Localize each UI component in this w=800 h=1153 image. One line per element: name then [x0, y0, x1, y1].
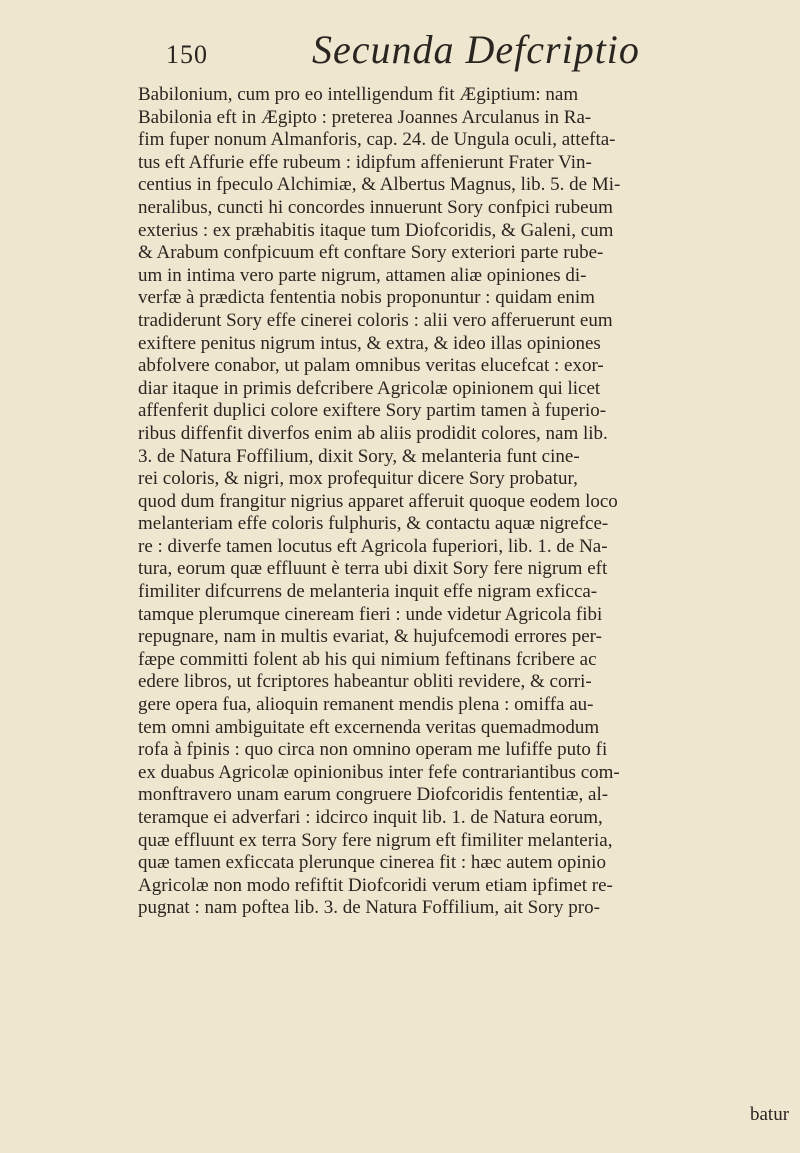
text-line: Agricolæ non modo refiftit Diofcoridi verum etiam ipfimet re- [138, 874, 613, 896]
text-line: rofa à fpinis : quo circa non omnino operam me lufiffe puto fi [138, 739, 608, 761]
text-line: verfæ à prædicta fententia nobis proponuntur : quidam enim [138, 287, 595, 309]
text-line: rei coloris, & nigri, mox profequitur dicere Sory probatur, [138, 468, 578, 490]
text-line: tura, eorum quæ effluunt è terra ubi dixit Sory fere nigrum eft [138, 558, 608, 580]
text-line: exiftere penitus nigrum intus, & extra, & ideo illas opiniones [138, 332, 601, 354]
text-line: tradiderunt Sory effe cinerei coloris : alii vero afferuerunt eum [138, 309, 613, 331]
text-line: melanteriam effe coloris fulphuris, & contactu aquæ nigrefce- [138, 513, 609, 535]
text-line: quæ tamen exficcata plerunque cinerea fit : hæc autem opinio [138, 852, 606, 874]
page-number: 150 [166, 40, 208, 69]
running-title: Secunda Defcriptio [312, 27, 640, 72]
page-header [0, 22, 800, 82]
text-line: exterius : ex præhabitis itaque tum Diofcoridis, & Galeni, cum [138, 219, 614, 241]
text-line: pugnat : nam poftea lib. 3. de Natura Foffilium, ait Sory pro- [138, 897, 600, 919]
text-line: & Arabum confpicuum eft conftare Sory exteriori parte rube- [138, 242, 604, 264]
text-line: Babilonia eft in Ægipto : preterea Joannes Arculanus in Ra- [138, 106, 592, 128]
text-line: um in intima vero parte nigrum, attamen aliæ opiniones di- [138, 264, 587, 286]
text-line: affenferit duplici colore exiftere Sory partim tamen à fuperio- [138, 400, 607, 422]
text-line: repugnare, nam in multis evariat, & hujufcemodi errores per- [138, 626, 602, 648]
text-line: edere libros, ut fcriptores habeantur obliti revidere, & corri- [138, 671, 592, 693]
text-line: tem omni ambiguitate eft excernenda veritas quemadmodum [138, 716, 600, 738]
text-line: tamque plerumque cineream fieri : unde videtur Agricola fibi [138, 603, 603, 625]
text-line: diar itaque in primis defcribere Agricolæ opinionem qui licet [138, 377, 601, 399]
text-line: neralibus, cuncti hi concordes innuerunt Sory confpici rubeum [138, 196, 613, 218]
text-line: centius in fpeculo Alchimiæ, & Albertus Magnus, lib. 5. de Mi- [138, 174, 621, 196]
text-line: ribus diffenfit diverfos enim ab aliis prodidit colores, nam lib. [138, 422, 608, 444]
text-line: quæ effluunt ex terra Sory fere nigrum eft fimiliter melanteria, [138, 829, 613, 851]
text-line: gere opera fua, alioquin remanent mendis plena : omiffa au- [138, 694, 594, 716]
text-line: re : diverfe tamen locutus eft Agricola fuperiori, lib. 1. de Na- [138, 535, 608, 557]
text-line: teramque ei adverfari : idcirco inquit lib. 1. de Natura eorum, [138, 807, 603, 828]
text-line: fim fuper nonum Almanforis, cap. 24. de Ungula oculi, attefta- [138, 129, 616, 151]
text-line: quod dum frangitur nigrius apparet afferuit quoque eodem loco [138, 490, 618, 512]
text-line: Babilonium, cum pro eo intelligendum fit Ægiptium: nam [138, 84, 579, 105]
text-line: abfolvere conabor, ut palam omnibus veritas elucefcat : exor- [138, 355, 604, 377]
text-line: monftravero unam earum congruere Diofcoridis fententiæ, al- [138, 784, 609, 806]
text-line: fæpe committi folent ab his qui nimium feftinans fcribere ac [138, 648, 597, 670]
text-line: ex duabus Agricolæ opinionibus inter fefe contrariantibus com- [138, 761, 620, 783]
text-line: 3. de Natura Foffilium, dixit Sory, & melanteria funt cine- [138, 445, 580, 467]
text-line: tus eft Affurie effe rubeum : idipfum affenierunt Frater Vin- [138, 151, 592, 173]
body-text [138, 84, 795, 920]
catchword: batur [750, 1104, 790, 1125]
text-line: fimiliter difcurrens de melanteria inquit effe nigram exficca- [138, 581, 598, 603]
